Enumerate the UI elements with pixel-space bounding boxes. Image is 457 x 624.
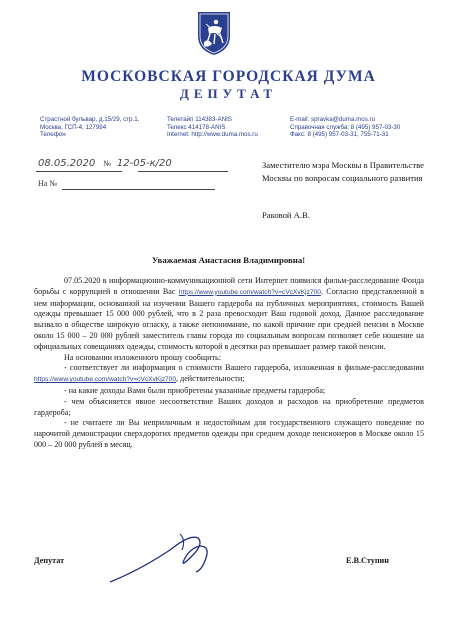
video-link[interactable]: https://www.youtube.com/watch?v=cVcXvKjz700 xyxy=(178,288,321,296)
contact-line: Страстной бульвар, д.15/29, стр.1, xyxy=(40,116,140,123)
contact-line: Телефон xyxy=(40,131,66,139)
paragraph-2: На основании изложенного прошу сообщить: xyxy=(64,352,221,362)
contact-line: Факс: 8 (495) 957-03-31, 755-71-31 xyxy=(290,131,389,139)
paragraph-text: 07.05.2020 в информационно-коммуникационной сети Интернет появился фильм-расследование Фонда борьбы с коррупцией в отношении Вас xyxy=(34,276,424,296)
org-name: МОСКОВСКАЯ ГОРОДСКАЯ ДУМА xyxy=(81,68,376,85)
list-item-text: - соответствует ли информация о стоимости Вашего гардероба, изложенная в фильме-расследовании xyxy=(64,363,424,373)
list-item: - на какие доходы Вами были приобретены указанные предметы гардероба; xyxy=(64,385,326,395)
signer-name: Е.В.Ступин xyxy=(346,556,389,565)
contact-line: Москва, ГСП-4, 127994 xyxy=(40,123,107,131)
signature-icon xyxy=(100,520,230,590)
signer-role: Депутат xyxy=(34,556,65,565)
registration-number: 12-05-к/20 xyxy=(116,158,172,169)
date-line xyxy=(36,171,122,172)
list-item-text: , действительности; xyxy=(176,374,245,384)
org-role: ДЕПУТАТ xyxy=(179,86,278,101)
salutation: Уважаемая Анастасия Владимировна! xyxy=(151,255,306,265)
addressee-name: Раковой А.В. xyxy=(262,210,310,220)
reference-line xyxy=(62,189,215,190)
contact-line: E-mail: spravka@duma.mos.ru xyxy=(290,116,376,123)
paragraph-text: . Согласно представленной в нем информации, основанной на изучении Вашего гардероба на публичных мероприятиях, стоимость Вашей одежды превышает 15 000 000 рублей, что в 2 раза превосходит Ваш годовой доход. Данное расследование вызвало в обществе широкую огласку, а также непонимание, по какой причине при средней пенсии в Москве около 15 000 – 20 000 рублей заместитель главы города по социальным вопросам позволяет себе ношение на официальных совещаниях одежды, стоимость которой в десятки раз превышает размер такой пенсии. xyxy=(34,286,424,351)
contacts-telecom xyxy=(167,116,258,139)
contacts-email xyxy=(290,116,400,139)
video-link[interactable]: https://www.youtube.com/watch?v=cVcXvKjz700 xyxy=(34,376,177,384)
moscow-coat-of-arms-icon xyxy=(196,10,232,56)
list-item: - не считаете ли Вы неприличным и недостойным для государственного служащего поведение по нарочитой демонстрации сверхдорогих предметов одежды при среднем доходе пенсионеров в Москве около 15 000 – 20 000 рублей в месяц. xyxy=(34,418,424,449)
reference-label: На № xyxy=(38,179,57,188)
paragraph-1 xyxy=(34,276,424,353)
number-line xyxy=(138,171,228,172)
addressee-position: Заместителю мэра Москвы в Правительстве Москвы по вопросам социального развития xyxy=(262,160,424,183)
list-item xyxy=(34,363,424,386)
contact-line: Телетайп 114383-ANIS xyxy=(167,116,232,123)
registration-date: 08.05.2020 xyxy=(38,158,96,169)
list-item: - чем объясняется явное несоответствие Ваших доходов и расходов на приобретение предметов гардероба; xyxy=(34,396,424,417)
contacts-address xyxy=(40,116,139,139)
contact-line: Телекс 414178-ANIS xyxy=(167,123,226,131)
registration-block xyxy=(38,158,172,169)
contact-line: Internet: http://www.duma.mos.ru xyxy=(167,131,258,139)
registration-number-label: № xyxy=(103,159,111,168)
contact-line: Справочная служба: 8 (495) 957-03-30 xyxy=(290,123,401,131)
letter-body xyxy=(34,276,424,451)
